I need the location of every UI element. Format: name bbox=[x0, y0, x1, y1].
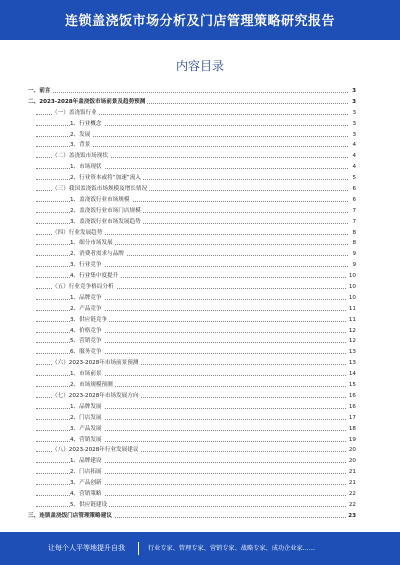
toc-entry-text: 1、盖浇饭行业市场规模 bbox=[70, 195, 132, 206]
toc-entry[interactable] bbox=[28, 445, 356, 456]
toc-entry-text: 2、产品竞争 bbox=[70, 304, 104, 315]
toc-entry-text: 一、前言 bbox=[28, 86, 52, 97]
toc-entry-text: 3、供应链竞争 bbox=[70, 315, 109, 326]
toc-entry-page: 12 bbox=[347, 326, 356, 337]
toc-entry[interactable] bbox=[28, 217, 356, 228]
toc-entry[interactable] bbox=[28, 140, 356, 151]
toc-entry-text: 1、市场前景 bbox=[70, 369, 104, 380]
toc-entry[interactable] bbox=[28, 413, 356, 424]
toc-entry-page: 9 bbox=[350, 260, 356, 271]
toc-entry-text: 2、门店发展 bbox=[70, 413, 104, 424]
toc-entry-page: 13 bbox=[347, 347, 356, 358]
toc-entry-text: 5、营销竞争 bbox=[70, 336, 104, 347]
toc-entry-text: 1、行业概念 bbox=[70, 119, 104, 130]
toc-entry-text: （二）盖浇饭市场现状 bbox=[52, 151, 110, 162]
toc-entry-text: （七）2023-2028年市场发展方向 bbox=[52, 391, 140, 402]
toc-entry-text: 6、服务竞争 bbox=[70, 347, 104, 358]
toc-entry-page: 16 bbox=[347, 391, 356, 402]
toc-entry-page: 4 bbox=[350, 162, 356, 173]
toc-entry-text: 1、品牌建设 bbox=[70, 456, 104, 467]
toc-entry-page: 15 bbox=[347, 380, 356, 391]
toc-entry-page: 10 bbox=[347, 271, 356, 282]
toc-entry-text: （六）2023-2028年市场前景预测 bbox=[52, 358, 140, 369]
toc-entry-text: 5、供应链建设 bbox=[70, 500, 109, 511]
footer-experts: 行业专家、管理专家、营销专家、战略专家、成功企业家…… bbox=[148, 545, 316, 552]
toc-entry-page: 22 bbox=[347, 489, 356, 500]
toc-entry-page: 16 bbox=[347, 402, 356, 413]
toc-entry[interactable] bbox=[28, 271, 356, 282]
toc-heading: 内容目录 bbox=[175, 59, 224, 73]
toc-entry[interactable] bbox=[28, 238, 356, 249]
toc-entry-page: 6 bbox=[350, 195, 356, 206]
toc-entry[interactable] bbox=[28, 206, 356, 217]
toc-entry[interactable] bbox=[28, 478, 356, 489]
toc-entry-text: 4、营销发展 bbox=[70, 435, 104, 446]
toc-entry[interactable] bbox=[28, 195, 356, 206]
toc-entry-text: 2、消费者需求与品牌 bbox=[70, 249, 126, 260]
toc-entry[interactable] bbox=[28, 489, 356, 500]
toc-entry[interactable] bbox=[28, 326, 356, 337]
toc-entry[interactable] bbox=[28, 86, 356, 97]
toc-entry-text: 1、品牌发展 bbox=[70, 402, 104, 413]
toc-entry-text: 2、市场规模预测 bbox=[70, 380, 115, 391]
toc-entry[interactable] bbox=[28, 369, 356, 380]
toc-entry[interactable] bbox=[28, 500, 356, 511]
toc-entry-text: 二、2023-2028年盖浇饭市场前景及趋势预测 bbox=[28, 97, 147, 108]
toc-entry-text: （四）行业发展趋势 bbox=[52, 228, 104, 239]
toc-entry-page: 3 bbox=[350, 97, 356, 108]
toc-entry-text: （一）盖浇饭行业 bbox=[52, 108, 99, 119]
toc-entry-text: 3、行业竞争 bbox=[70, 260, 104, 271]
toc-entry[interactable] bbox=[28, 402, 356, 413]
toc-entry-page: 22 bbox=[347, 500, 356, 511]
toc-entry-page: 13 bbox=[347, 358, 356, 369]
toc-entry-text: 3、产品发展 bbox=[70, 424, 104, 435]
toc-entry[interactable] bbox=[28, 358, 356, 369]
toc-entry-page: 17 bbox=[347, 413, 356, 424]
toc-entry-text: 1、品牌竞争 bbox=[70, 293, 104, 304]
toc-entry-text: 3、背景 bbox=[70, 140, 92, 151]
toc-entry-page: 3 bbox=[350, 108, 356, 119]
footer-bar bbox=[0, 532, 400, 565]
toc-entry-text: 2、盖浇饭行业市场门店规模 bbox=[70, 206, 143, 217]
toc-entry[interactable] bbox=[28, 228, 356, 239]
toc-entry-page: 18 bbox=[347, 424, 356, 435]
toc-entry-page: 4 bbox=[350, 151, 356, 162]
toc-entry-page: 3 bbox=[350, 86, 356, 97]
footer-slogan: 让每个人平等地提升自我 bbox=[48, 544, 125, 552]
toc-entry-text: 1、市场现状 bbox=[70, 162, 104, 173]
toc-entry[interactable] bbox=[28, 435, 356, 446]
toc-entry-page: 3 bbox=[350, 130, 356, 141]
toc-entry-page: 6 bbox=[350, 184, 356, 195]
toc-entry-page: 21 bbox=[347, 467, 356, 478]
toc-entry-text: （五）行业竞争格局分析 bbox=[52, 282, 116, 293]
toc-entry[interactable] bbox=[28, 260, 356, 271]
toc-entry-page: 19 bbox=[347, 435, 356, 446]
toc-entry-page: 23 bbox=[346, 511, 356, 522]
toc-entry-page: 14 bbox=[347, 369, 356, 380]
report-title: 连锁盖浇饭市场分析及门店管理策略研究报告 bbox=[64, 14, 335, 29]
toc-entry[interactable] bbox=[28, 467, 356, 478]
toc-entry-page: 9 bbox=[350, 249, 356, 260]
toc-entry-page: 12 bbox=[347, 336, 356, 347]
toc-entry-page: 7 bbox=[350, 206, 356, 217]
toc-entry-page: 10 bbox=[347, 293, 356, 304]
toc-entry-page: 8 bbox=[350, 228, 356, 239]
table-of-contents bbox=[28, 86, 356, 522]
toc-entry[interactable] bbox=[28, 173, 356, 184]
toc-entry-text: 3、产品创新 bbox=[70, 478, 104, 489]
toc-entry[interactable] bbox=[28, 249, 356, 260]
toc-entry-text: 2、行业资本或将“加速”流入 bbox=[70, 173, 143, 184]
toc-entry-page: 11 bbox=[347, 315, 356, 326]
toc-entry[interactable] bbox=[28, 293, 356, 304]
toc-entry[interactable] bbox=[28, 336, 356, 347]
header-bar bbox=[0, 0, 400, 40]
toc-entry-text: 4、营销策略 bbox=[70, 489, 104, 500]
toc-entry[interactable] bbox=[28, 184, 356, 195]
toc-entry[interactable] bbox=[28, 130, 356, 141]
toc-entry[interactable] bbox=[28, 380, 356, 391]
toc-entry-text: 2、发展 bbox=[70, 130, 92, 141]
toc-entry-text: 1、细分市场发展 bbox=[70, 238, 115, 249]
toc-entry-text: 4、行业集中度提升 bbox=[70, 271, 120, 282]
toc-entry[interactable] bbox=[28, 151, 356, 162]
toc-entry[interactable] bbox=[28, 424, 356, 435]
toc-entry-page: 21 bbox=[347, 478, 356, 489]
toc-entry[interactable] bbox=[28, 315, 356, 326]
toc-entry[interactable] bbox=[28, 97, 356, 108]
toc-entry-page: 5 bbox=[350, 173, 356, 184]
toc-entry-page: 4 bbox=[350, 140, 356, 151]
toc-entry[interactable] bbox=[28, 282, 356, 293]
toc-entry-text: 4、价格竞争 bbox=[70, 326, 104, 337]
toc-entry[interactable] bbox=[28, 456, 356, 467]
toc-leader-dots bbox=[28, 92, 348, 93]
toc-entry-page: 20 bbox=[347, 445, 356, 456]
toc-entry-text: 3、盖浇饭行业市场发展趋势 bbox=[70, 217, 143, 228]
toc-entry[interactable] bbox=[28, 119, 356, 130]
toc-entry[interactable] bbox=[28, 304, 356, 315]
toc-entry-page: 8 bbox=[350, 238, 356, 249]
toc-entry[interactable] bbox=[28, 108, 356, 119]
toc-entry[interactable] bbox=[28, 391, 356, 402]
toc-entry-page: 3 bbox=[350, 119, 356, 130]
toc-entry-text: （三）我国盖浇饭市场规模及增长情况 bbox=[52, 184, 149, 195]
toc-entry-page: 10 bbox=[347, 282, 356, 293]
toc-entry[interactable] bbox=[28, 347, 356, 358]
toc-entry-text: （八）2023-2028年行业发展建议 bbox=[52, 445, 140, 456]
toc-entry-text: 2、门店拓展 bbox=[70, 467, 104, 478]
toc-entry[interactable] bbox=[28, 511, 356, 522]
toc-entry[interactable] bbox=[28, 162, 356, 173]
toc-entry-page: 20 bbox=[347, 456, 356, 467]
toc-entry-page: 11 bbox=[347, 304, 356, 315]
toc-entry-text: 三、连锁盖浇饭门店管理策略建议 bbox=[28, 511, 114, 522]
footer-divider bbox=[138, 542, 139, 555]
toc-entry-page: 7 bbox=[350, 217, 356, 228]
